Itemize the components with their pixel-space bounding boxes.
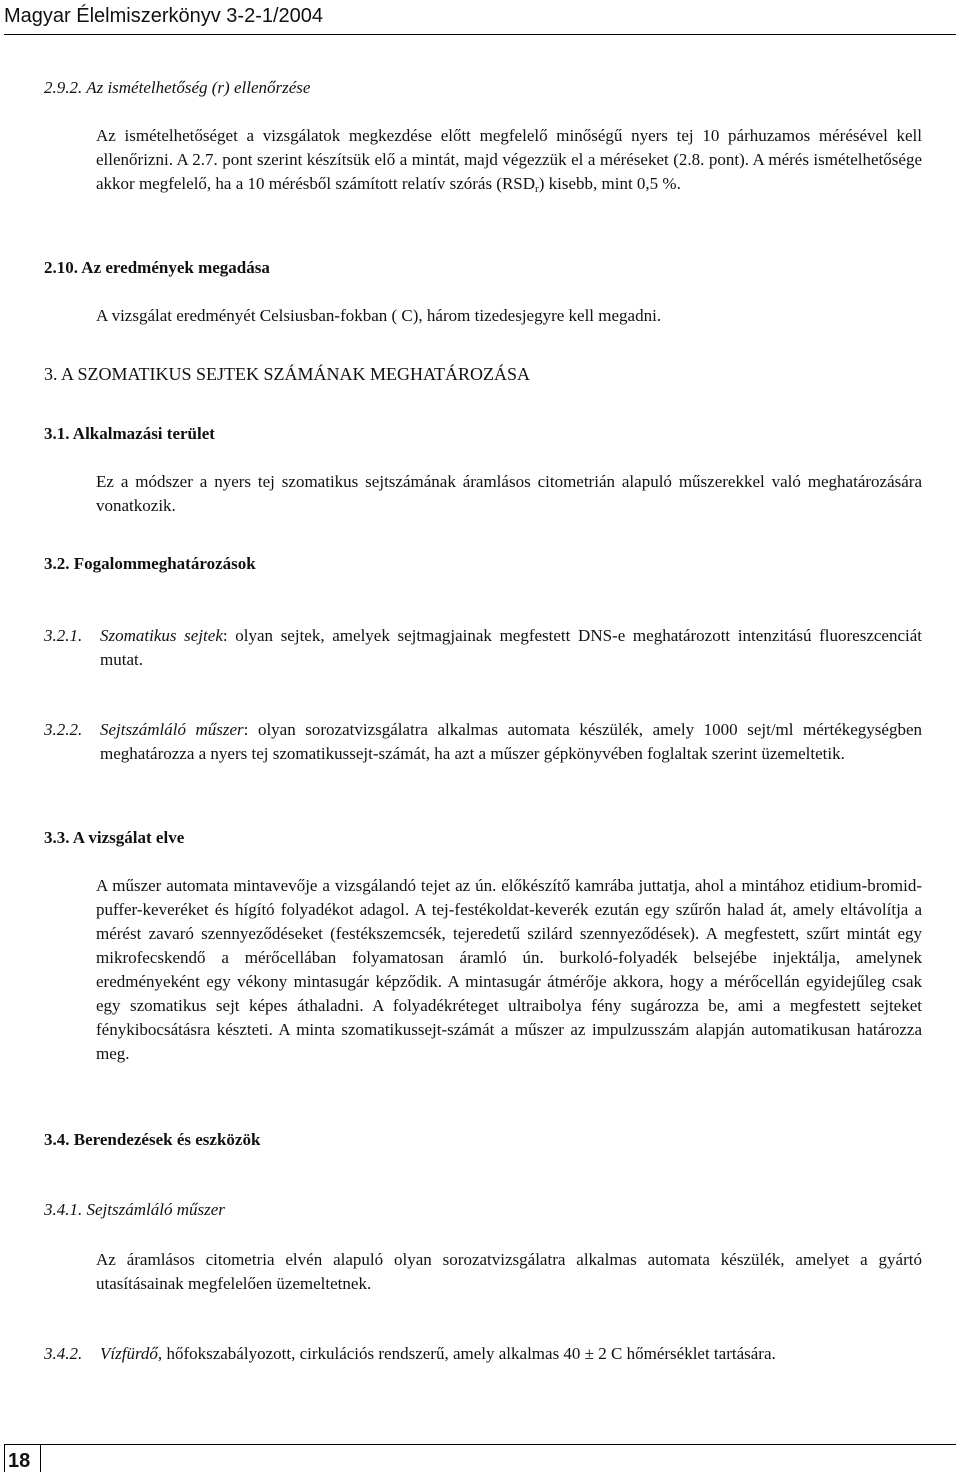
definition-3-2-1-text: : olyan sejtek, amelyek sejtmagjainak megfestett DNS-e meghatározott intenzitású fluoreszcenciát mutat. [100, 626, 923, 669]
definition-3-2-1 [44, 624, 922, 672]
heading-2-10: 2.10. Az eredmények megadása [44, 258, 270, 277]
definition-3-2-2-term: Sejtszámláló műszer [100, 720, 244, 739]
page-header [4, 4, 956, 35]
item-3-4-2-term: Vízfürdő, [100, 1344, 163, 1363]
heading-3-1: 3.1. Alkalmazási terület [44, 424, 215, 443]
heading-3: 3. A SZOMATIKUS SEJTEK SZÁMÁNAK MEGHATÁROZÁSA [44, 364, 531, 384]
paragraph-2-9-2-text: Az ismételhetőséget a vizsgálatok megkezdése előtt megfelelő minőségű nyers tej 10 párhuzamos mérésével kell ellenőrizni. A 2.7. pont szerint készítsük elő a mintát, majd végezzük el a méréseket (2.8. pont). A mérés ismételhetősége akkor megfelelő, ha a 10 mérésből számított relatív szórás (RSD [96, 126, 922, 193]
heading-3-4-1: 3.4.1. Sejtszámláló műszer [44, 1200, 225, 1219]
paragraph-3-4-1: Az áramlásos citometria elvén alapuló olyan sorozatvizsgálatra alkalmas automata készülék, amelyet a gyártó utasításainak megfelelően üzemeltetnek. [96, 1250, 922, 1293]
header-title: Magyar Élelmiszerkönyv 3-2-1/2004 [4, 5, 324, 27]
rsd-subscript: r [535, 183, 539, 195]
definition-3-2-1-number: 3.2.1. [44, 626, 83, 645]
definition-3-2-1-term: Szomatikus sejtek [100, 626, 223, 645]
footer-divider [4, 1444, 956, 1445]
footer-box-right [40, 1444, 41, 1472]
paragraph-2-9-2 [96, 124, 922, 196]
heading-3-4: 3.4. Berendezések és eszközök [44, 1130, 261, 1149]
heading-2-9-2: 2.9.2. Az ismételhetőség (r) ellenőrzése [44, 78, 311, 97]
paragraph-2-10: A vizsgálat eredményét Celsiusban-fokban ( C), három tizedesjegyre kell megadni. [96, 306, 662, 325]
page-number: 18 [8, 1450, 31, 1472]
definition-3-2-2-text: : olyan sorozatvizsgálatra alkalmas automata készülék, amely 1000 sejt/ml mértékegységben meghatározza a nyers tej szomatikussejt-számát, ha azt a műszer gépkönyvében foglaltak szerint üzemeltetik. [100, 720, 922, 763]
heading-3-3: 3.3. A vizsgálat elve [44, 828, 185, 847]
heading-3-2: 3.2. Fogalommeghatározások [44, 554, 256, 573]
item-3-4-2-number: 3.4.2. [44, 1344, 83, 1363]
item-3-4-2 [44, 1342, 922, 1366]
paragraph-2-9-2-end: ) kisebb, mint 0,5 %. [538, 174, 681, 193]
paragraph-3-3: A műszer automata mintavevője a vizsgálandó tejet az ún. előkészítő kamrába juttatja, ahol a mintához etidium-bromid-puffer-keveréket és hígító folyadékot adagol. A tej-festékoldat-keverék ezután egy szűrőn halad át, amely eltávolítja a mérést zavaró szennyeződéseket (festékszemcsék, tejeredetű szilárd szennyeződések). A megfestett, szűrt mintát egy mikrofecskendő a mérőcellában folyamatosan áramló ún. burkoló-folyadék belsejébe injektálja, amelynek eredményeként egy vékony mintasugár képződik. A mintasugár átmérője akkora, hogy a mérőcellán egyidejűleg csak egy szomatikus sejt képes áthaladni. A folyadékréteget ultraibolya fény sugározza be, ami a megfestett sejteket fénykibocsátásra készteti. A minta szomatikussejt-számát a műszer az impulzusszám alapján automatikusan határozza meg. [96, 876, 922, 1063]
definition-3-2-2-number: 3.2.2. [44, 720, 83, 739]
footer-box-left [4, 1444, 5, 1472]
paragraph-3-1: Ez a módszer a nyers tej szomatikus sejtszámának áramlásos citometrián alapuló műszerekkel való meghatározására vonatkozik. [96, 472, 922, 515]
item-3-4-2-text: hőfokszabályozott, cirkulációs rendszerű, amely alkalmas 40 ± 2 C hőmérséklet tartására. [162, 1344, 776, 1363]
definition-3-2-2 [44, 718, 922, 766]
